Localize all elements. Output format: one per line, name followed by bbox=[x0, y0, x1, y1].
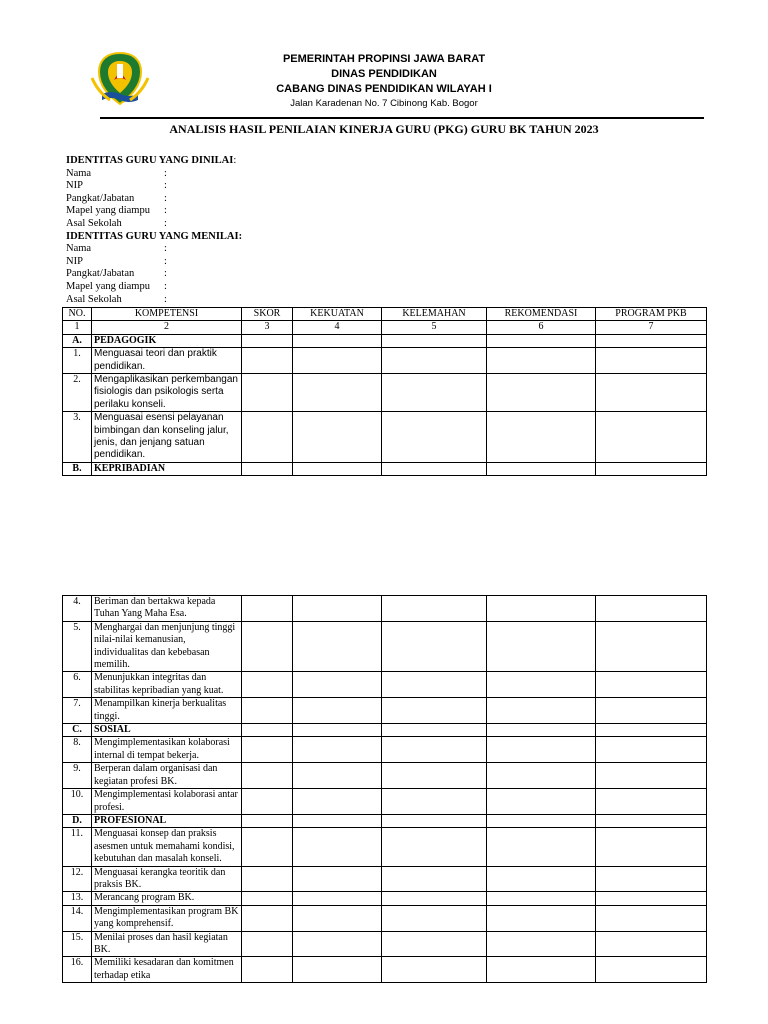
competency-text: Menguasai teori dan praktik pendidikan. bbox=[92, 348, 242, 374]
score-cell[interactable] bbox=[242, 672, 293, 698]
competency-text: Menghargai dan menjunjung tinggi nilai-nilai kemanusian, individualitas dan kebebasan memilih. bbox=[92, 621, 242, 672]
identity-field: Nama : bbox=[66, 167, 167, 179]
row-number: 11. bbox=[63, 828, 92, 866]
recommendation-cell[interactable] bbox=[487, 698, 596, 724]
weakness-cell[interactable] bbox=[382, 621, 487, 672]
score-cell[interactable] bbox=[242, 763, 293, 789]
section-row bbox=[63, 724, 707, 737]
header-cell: KOMPETENSI bbox=[92, 308, 242, 321]
table-row bbox=[63, 763, 707, 789]
strength-cell[interactable] bbox=[293, 737, 382, 763]
score-cell[interactable] bbox=[242, 698, 293, 724]
pkb-program-cell[interactable] bbox=[596, 866, 707, 892]
weakness-cell[interactable] bbox=[382, 828, 487, 866]
document-title: ANALISIS HASIL PENILAIAN KINERJA GURU (PKG) GURU BK TAHUN 2023 bbox=[169, 122, 599, 136]
competency-text: Merancang program BK. bbox=[92, 892, 242, 905]
recommendation-cell[interactable] bbox=[487, 737, 596, 763]
recommendation-cell[interactable] bbox=[487, 789, 596, 815]
identity-field: Mapel yang diampu : bbox=[66, 205, 167, 217]
strength-cell[interactable] bbox=[293, 866, 382, 892]
competency-text: Menguasai kerangka teoritik dan praksis BK. bbox=[92, 866, 242, 892]
table-row bbox=[63, 931, 707, 957]
recommendation-cell[interactable] bbox=[487, 672, 596, 698]
identity-block bbox=[66, 155, 242, 306]
score-cell[interactable] bbox=[242, 621, 293, 672]
score-cell[interactable] bbox=[242, 348, 293, 374]
strength-cell[interactable] bbox=[293, 905, 382, 931]
pkb-program-cell[interactable] bbox=[596, 698, 707, 724]
identity-field: Asal Sekolah : bbox=[66, 217, 167, 229]
table-row bbox=[63, 737, 707, 763]
section-row bbox=[63, 334, 707, 347]
header-cell: NO. bbox=[63, 308, 92, 321]
weakness-cell[interactable] bbox=[382, 789, 487, 815]
column-number-row bbox=[63, 321, 707, 334]
strength-cell[interactable] bbox=[293, 412, 382, 463]
weakness-cell[interactable] bbox=[382, 905, 487, 931]
competency-text: Menilai proses dan hasil kegiatan BK. bbox=[92, 931, 242, 957]
score-cell[interactable] bbox=[242, 957, 293, 983]
score-cell[interactable] bbox=[242, 374, 293, 412]
recommendation-cell[interactable] bbox=[487, 412, 596, 463]
section-name: KEPRIBADIAN bbox=[92, 462, 242, 475]
pkb-program-cell[interactable] bbox=[596, 828, 707, 866]
column-number: 6 bbox=[487, 321, 596, 334]
weakness-cell[interactable] bbox=[382, 892, 487, 905]
recommendation-cell[interactable] bbox=[487, 596, 596, 622]
identity-assessor-heading: IDENTITAS GURU YANG MENILAI: bbox=[66, 230, 243, 242]
pkb-program-cell[interactable] bbox=[596, 412, 707, 463]
pkb-program-cell[interactable] bbox=[596, 905, 707, 931]
strength-cell[interactable] bbox=[293, 596, 382, 622]
header-cell: PROGRAM PKB bbox=[596, 308, 707, 321]
recommendation-cell[interactable] bbox=[487, 892, 596, 905]
table-row bbox=[63, 348, 707, 374]
table-row bbox=[63, 621, 707, 672]
score-cell[interactable] bbox=[242, 892, 293, 905]
pkb-program-cell[interactable] bbox=[596, 931, 707, 957]
pkb-program-cell[interactable] bbox=[596, 957, 707, 983]
row-number: 14. bbox=[63, 905, 92, 931]
score-cell[interactable] bbox=[242, 789, 293, 815]
row-number: 7. bbox=[63, 698, 92, 724]
competency-text: Mengimplementasi kolaborasi antar profesi. bbox=[92, 789, 242, 815]
row-number: 13. bbox=[63, 892, 92, 905]
table-row bbox=[63, 596, 707, 622]
weakness-cell[interactable] bbox=[382, 596, 487, 622]
weakness-cell[interactable] bbox=[382, 672, 487, 698]
section-code: D. bbox=[63, 814, 92, 827]
strength-cell[interactable] bbox=[293, 621, 382, 672]
row-number: 12. bbox=[63, 866, 92, 892]
competency-text: Menampilkan kinerja berkualitas tinggi. bbox=[92, 698, 242, 724]
competency-text: Menguasai esensi pelayanan bimbingan dan konseling jalur, jenis, dan jenjang satuan pendidikan. bbox=[92, 412, 242, 463]
section-row bbox=[63, 814, 707, 827]
pkb-program-cell[interactable] bbox=[596, 672, 707, 698]
pkb-program-cell[interactable] bbox=[596, 348, 707, 374]
weakness-cell[interactable] bbox=[382, 763, 487, 789]
section-name: PROFESIONAL bbox=[92, 814, 242, 827]
strength-cell[interactable] bbox=[293, 763, 382, 789]
recommendation-cell[interactable] bbox=[487, 621, 596, 672]
score-cell[interactable] bbox=[242, 866, 293, 892]
competency-text: Mengimplementasikan kolaborasi internal di tempat bekerja. bbox=[92, 737, 242, 763]
section-name: PEDAGOGIK bbox=[92, 334, 242, 347]
table-row bbox=[63, 957, 707, 983]
weakness-cell[interactable] bbox=[382, 698, 487, 724]
row-number: 10. bbox=[63, 789, 92, 815]
pkb-program-cell[interactable] bbox=[596, 763, 707, 789]
row-number: 9. bbox=[63, 763, 92, 789]
pkb-program-cell[interactable] bbox=[596, 374, 707, 412]
recommendation-cell[interactable] bbox=[487, 957, 596, 983]
competency-text: Beriman dan bertakwa kepada Tuhan Yang Maha Esa. bbox=[92, 596, 242, 622]
column-number: 1 bbox=[63, 321, 92, 334]
column-number: 5 bbox=[382, 321, 487, 334]
recommendation-cell[interactable] bbox=[487, 374, 596, 412]
competency-table-part-1 bbox=[62, 307, 707, 476]
pkb-program-cell[interactable] bbox=[596, 596, 707, 622]
recommendation-cell[interactable] bbox=[487, 763, 596, 789]
section-code: C. bbox=[63, 724, 92, 737]
letterhead-address: Jalan Karadenan No. 7 Cibinong Kab. Bogor bbox=[290, 98, 478, 109]
strength-cell[interactable] bbox=[293, 828, 382, 866]
competency-text: Menguasai konsep dan praksis asesmen untuk memahami kondisi, kebutuhan dan masalah konseli. bbox=[92, 828, 242, 866]
table-row bbox=[63, 789, 707, 815]
table-row bbox=[63, 374, 707, 412]
column-number: 3 bbox=[242, 321, 293, 334]
header-cell: KELEMAHAN bbox=[382, 308, 487, 321]
strength-cell[interactable] bbox=[293, 789, 382, 815]
section-code: B. bbox=[63, 462, 92, 475]
row-number: 5. bbox=[63, 621, 92, 672]
row-number: 3. bbox=[63, 412, 92, 463]
identity-field: Asal Sekolah : bbox=[66, 293, 167, 305]
table-header-row bbox=[63, 308, 707, 321]
identity-field: Mapel yang diampu : bbox=[66, 280, 167, 292]
table-row bbox=[63, 866, 707, 892]
identity-assessed-heading: IDENTITAS GURU YANG DINILAI: bbox=[66, 155, 237, 166]
section-row bbox=[63, 462, 707, 475]
section-name: SOSIAL bbox=[92, 724, 242, 737]
recommendation-cell[interactable] bbox=[487, 931, 596, 957]
column-number: 7 bbox=[596, 321, 707, 334]
table-row bbox=[63, 672, 707, 698]
weakness-cell[interactable] bbox=[382, 866, 487, 892]
strength-cell[interactable] bbox=[293, 348, 382, 374]
letterhead-line-2: DINAS PENDIDIKAN bbox=[331, 68, 437, 80]
weakness-cell[interactable] bbox=[382, 931, 487, 957]
row-number: 2. bbox=[63, 374, 92, 412]
letterhead-line-3: CABANG DINAS PENDIDIKAN WILAYAH I bbox=[276, 83, 492, 95]
row-number: 6. bbox=[63, 672, 92, 698]
row-number: 1. bbox=[63, 348, 92, 374]
competency-text: Menunjukkan integritas dan stabilitas kepribadian yang kuat. bbox=[92, 672, 242, 698]
recommendation-cell[interactable] bbox=[487, 866, 596, 892]
section-code: A. bbox=[63, 334, 92, 347]
identity-field: Pangkat/Jabatan : bbox=[66, 268, 167, 280]
table-row bbox=[63, 892, 707, 905]
weakness-cell[interactable] bbox=[382, 374, 487, 412]
table-row bbox=[63, 412, 707, 463]
pkb-program-cell[interactable] bbox=[596, 789, 707, 815]
header-divider bbox=[100, 117, 704, 119]
score-cell[interactable] bbox=[242, 596, 293, 622]
strength-cell[interactable] bbox=[293, 672, 382, 698]
competency-text: Memiliki kesadaran dan komitmen terhadap etika bbox=[92, 957, 242, 983]
score-cell[interactable] bbox=[242, 905, 293, 931]
header-cell: KEKUATAN bbox=[293, 308, 382, 321]
identity-field: Nama : bbox=[66, 243, 167, 255]
pkb-program-cell[interactable] bbox=[596, 737, 707, 763]
table-row bbox=[63, 828, 707, 866]
weakness-cell[interactable] bbox=[382, 737, 487, 763]
competency-text: Berperan dalam organisasi dan kegiatan profesi BK. bbox=[92, 763, 242, 789]
score-cell[interactable] bbox=[242, 737, 293, 763]
row-number: 16. bbox=[63, 957, 92, 983]
recommendation-cell[interactable] bbox=[487, 905, 596, 931]
competency-text: Mengaplikasikan perkembangan fisiologis dan psikologis serta perilaku konseli. bbox=[92, 374, 242, 412]
pkb-program-cell[interactable] bbox=[596, 892, 707, 905]
letterhead bbox=[0, 52, 768, 111]
recommendation-cell[interactable] bbox=[487, 348, 596, 374]
strength-cell[interactable] bbox=[293, 957, 382, 983]
competency-table-part-2 bbox=[62, 595, 707, 983]
identity-field: NIP : bbox=[66, 255, 167, 267]
letterhead-line-1: PEMERINTAH PROPINSI JAWA BARAT bbox=[282, 53, 486, 65]
identity-field: NIP : bbox=[66, 180, 167, 192]
strength-cell[interactable] bbox=[293, 892, 382, 905]
column-number: 2 bbox=[92, 321, 242, 334]
identity-field: Pangkat/Jabatan : bbox=[66, 192, 167, 204]
column-number: 4 bbox=[293, 321, 382, 334]
header-cell: SKOR bbox=[242, 308, 293, 321]
weakness-cell[interactable] bbox=[382, 348, 487, 374]
strength-cell[interactable] bbox=[293, 931, 382, 957]
strength-cell[interactable] bbox=[293, 698, 382, 724]
weakness-cell[interactable] bbox=[382, 957, 487, 983]
score-cell[interactable] bbox=[242, 828, 293, 866]
score-cell[interactable] bbox=[242, 931, 293, 957]
competency-text: Mengimplementasikan program BK yang komprehensif. bbox=[92, 905, 242, 931]
row-number: 15. bbox=[63, 931, 92, 957]
recommendation-cell[interactable] bbox=[487, 828, 596, 866]
table-row bbox=[63, 905, 707, 931]
table-row bbox=[63, 698, 707, 724]
header-cell: REKOMENDASI bbox=[487, 308, 596, 321]
score-cell[interactable] bbox=[242, 412, 293, 463]
pkb-program-cell[interactable] bbox=[596, 621, 707, 672]
row-number: 4. bbox=[63, 596, 92, 622]
row-number: 8. bbox=[63, 737, 92, 763]
strength-cell[interactable] bbox=[293, 374, 382, 412]
weakness-cell[interactable] bbox=[382, 412, 487, 463]
